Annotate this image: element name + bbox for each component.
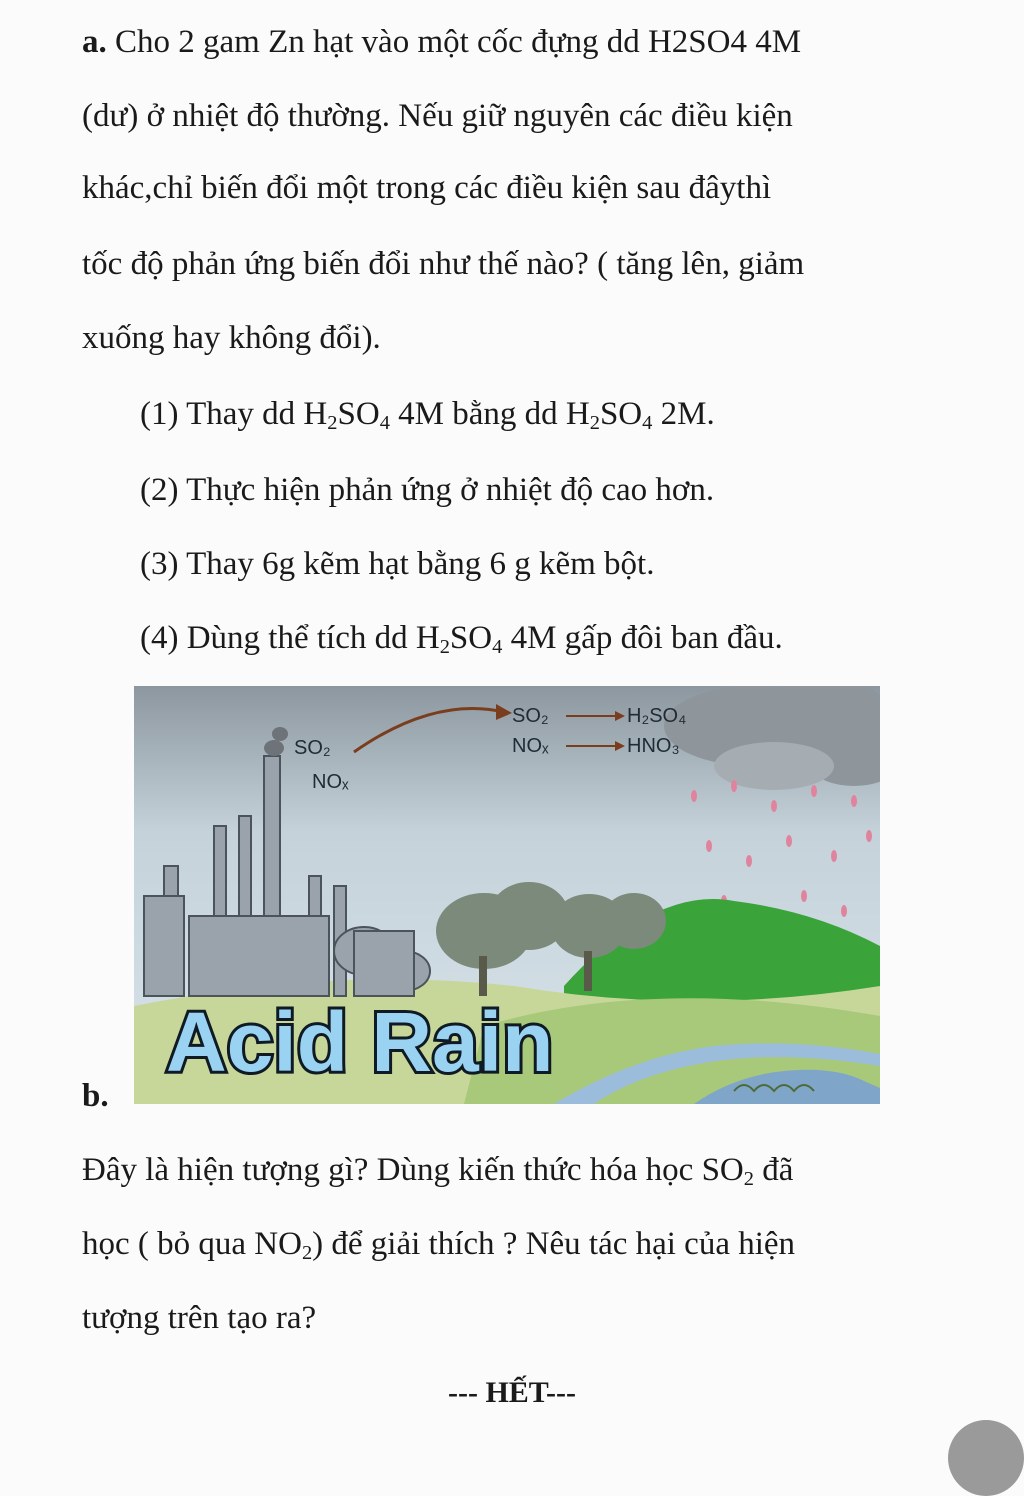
question-a-line-4: tốc độ phản ứng biến đổi như thế nào? ( tăng lên, giảm — [82, 246, 805, 282]
label-nox-mid: NOₓ — [512, 735, 549, 757]
acid-rain-illustration — [134, 686, 880, 1104]
label-hno3: HNO₃ — [627, 735, 680, 757]
scroll-button[interactable] — [948, 1420, 1024, 1496]
label-nox-stack: NOₓ — [312, 771, 349, 793]
end-marker: --- HẾT--- — [447, 1376, 577, 1409]
question-b-line-1: Đây là hiện tượng gì? Dùng kiến thức hóa học $SO_2$ đã — [82, 1152, 794, 1191]
question-b-line-3: tượng trên tạo ra? — [82, 1300, 317, 1336]
question-a-line-2: (dư) ở nhiệt độ thường. Nếu giữ nguyên các điều kiện — [82, 98, 793, 134]
condition-item-1: (1) Thay dd $H_2SO_4$ 4M bằng dd $H_2SO_4$ 2M. — [140, 396, 715, 435]
label-so2-top: SO₂ — [512, 705, 549, 727]
label-so2-stack: SO₂ — [294, 737, 331, 759]
question-a-line-3: khác,chỉ biến đổi một trong các điều kiện sau đâythì — [82, 170, 772, 206]
label-h2so4: H₂SO₄ — [627, 705, 687, 727]
question-a-label: a. — [82, 24, 107, 60]
question-b-line-2: học ( bỏ qua $NO_2$) để giải thích ? Nêu tác hại của hiện — [82, 1226, 796, 1265]
acid-rain-svg — [134, 686, 880, 1104]
question-a-line-5: xuống hay không đổi). — [82, 320, 381, 356]
condition-item-2: (2) Thực hiện phản ứng ở nhiệt độ cao hơn. — [140, 472, 715, 508]
question-b-label: b. — [82, 1078, 109, 1114]
figure-title: Acid Rain — [166, 995, 554, 1089]
condition-item-3: (3) Thay 6g kẽm hạt bằng 6 g kẽm bột. — [140, 546, 655, 582]
condition-item-4: (4) Dùng thể tích dd $H_2SO_4$ 4M gấp đôi ban đầu. — [140, 620, 783, 659]
question-a-line-1: a. Cho 2 gam Zn hạt vào một cốc đựng dd H2SO4 4M — [82, 24, 802, 60]
